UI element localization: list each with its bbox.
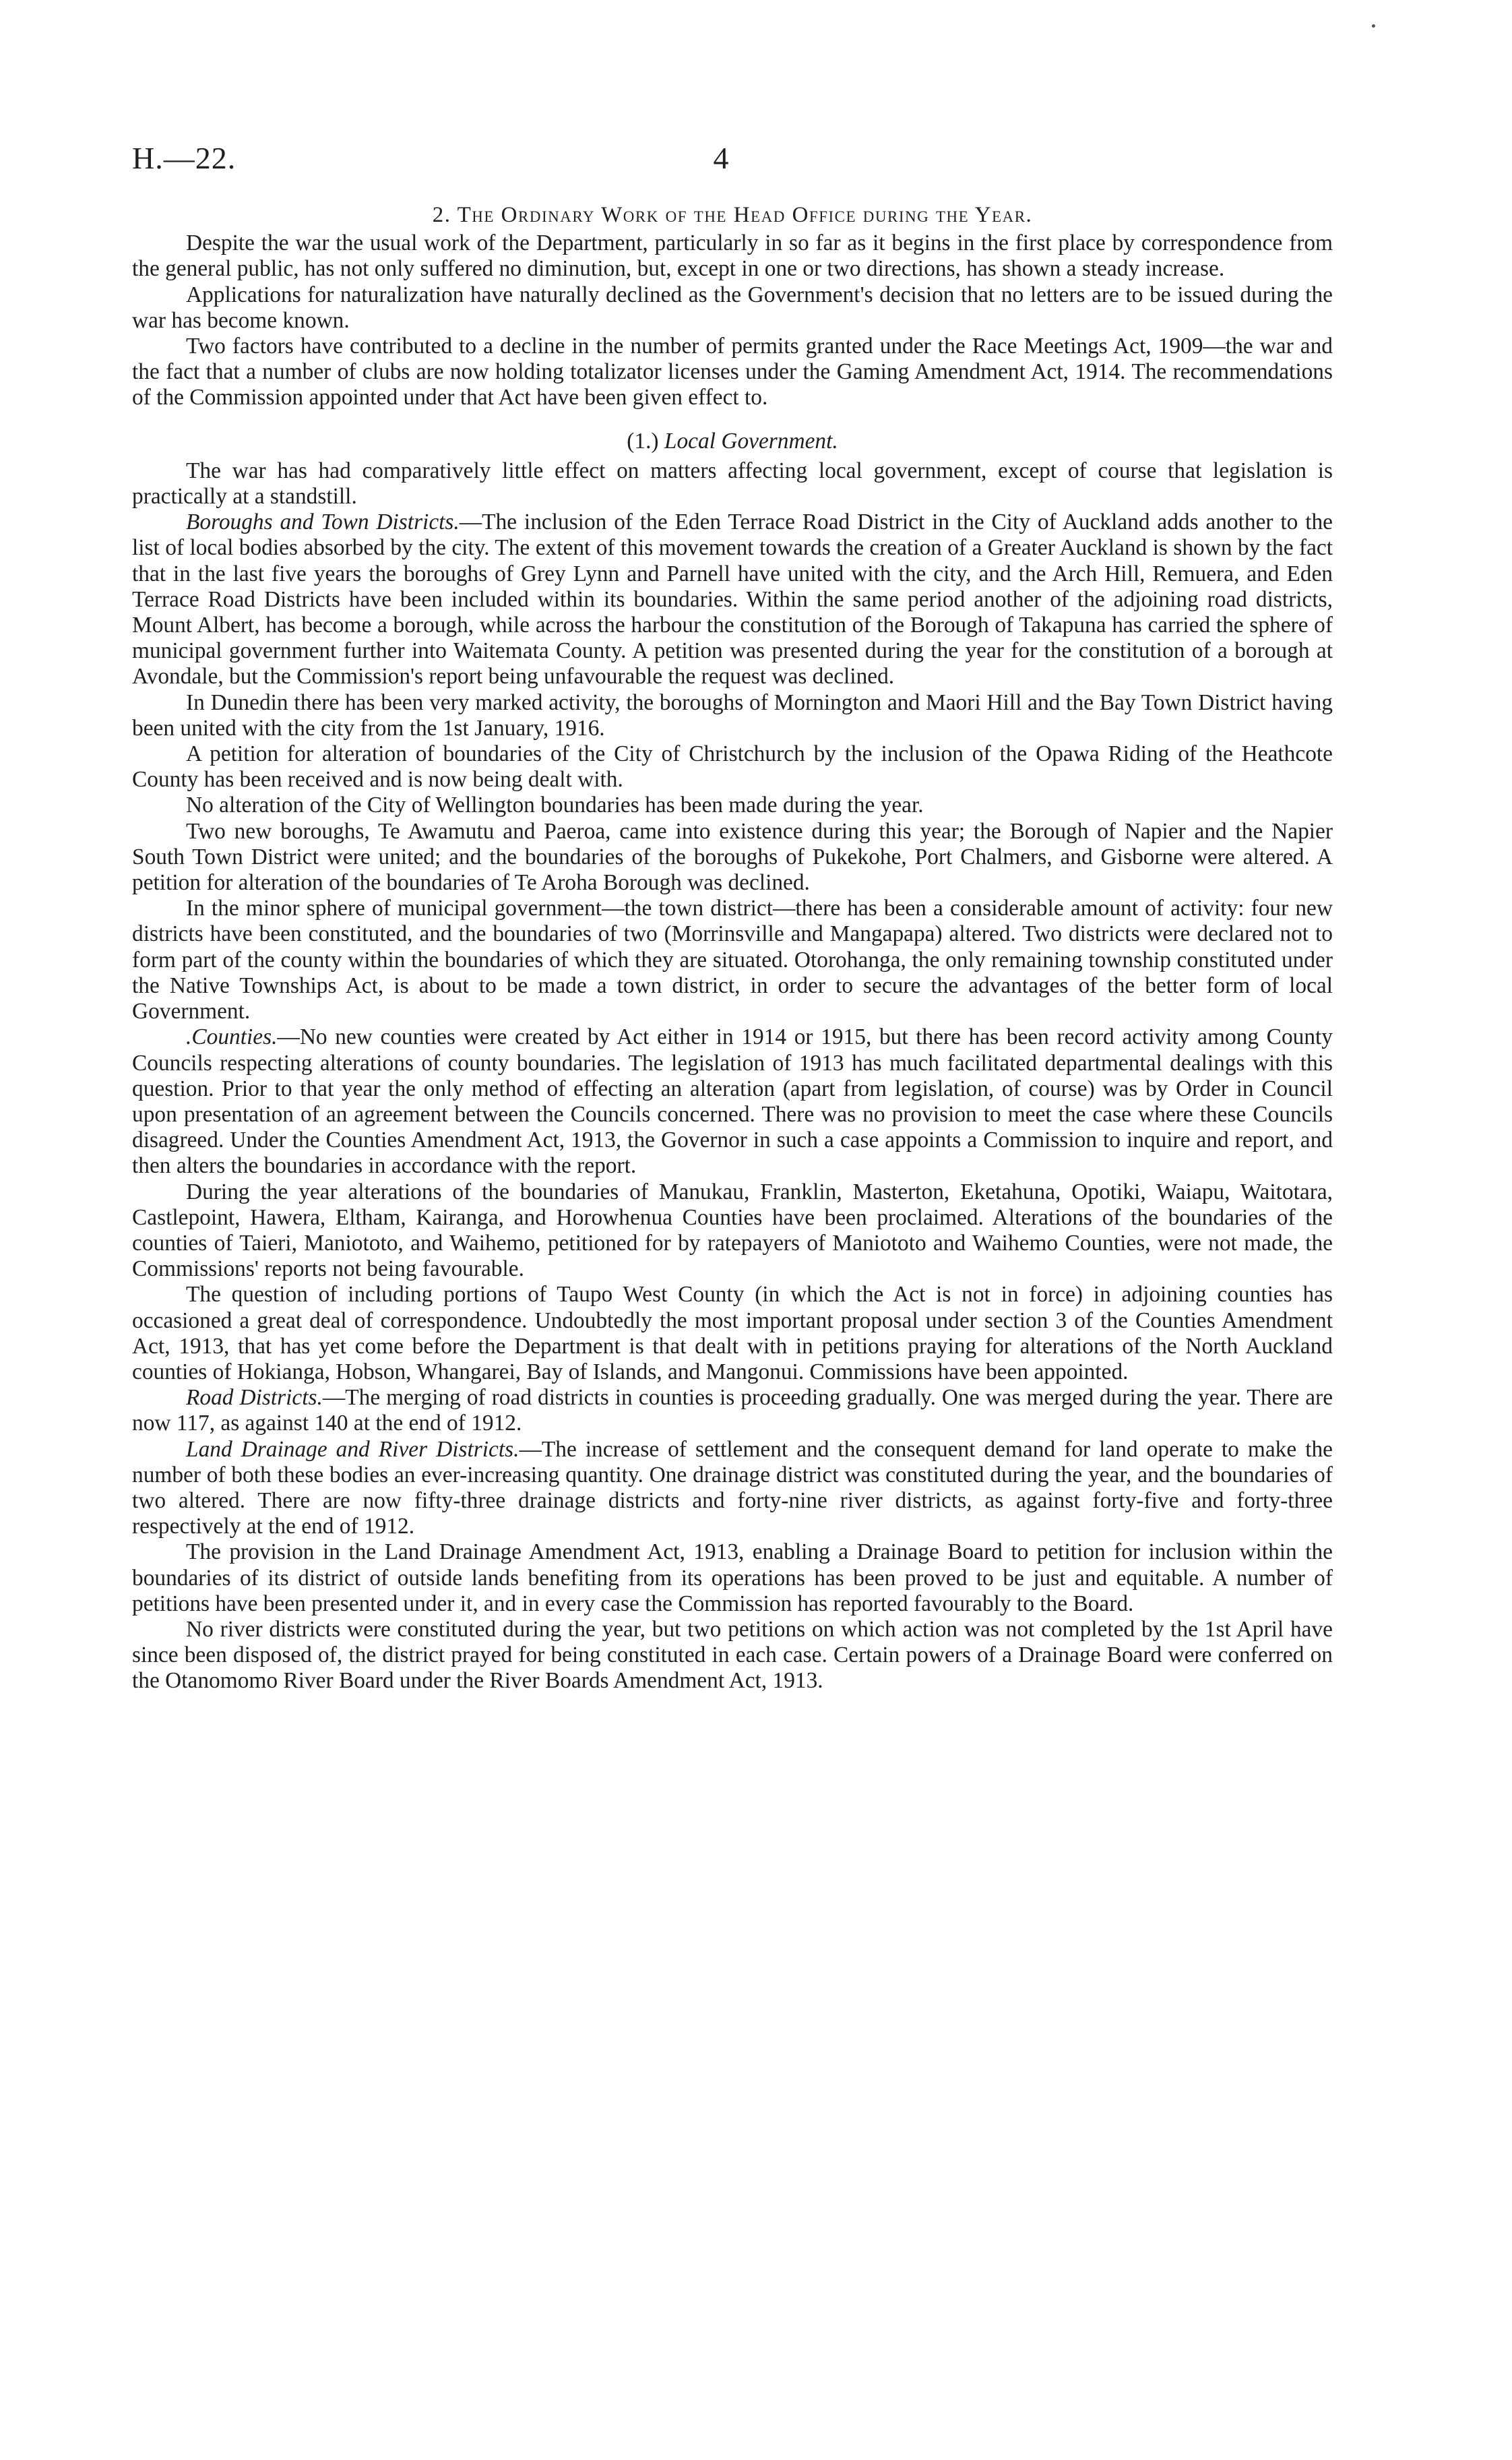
paragraph-counties — [132, 1024, 1333, 1179]
paragraph-naturalization: Applications for naturalization have naturally declined as the Government's decision that no letters are to be issued during the war has become known. — [132, 282, 1333, 333]
paragraph-town-districts: In the minor sphere of municipal government—the town district—there has been a considerable amount of activity: four new districts have been constituted, and the boundaries of two (Morrinsville and Mangapapa) altered. Two districts were declared not to form part of the county within the boundaries of which they are situated. Otorohanga, the only remaining township constituted under the Native Townships Act, is about to be made a town district, in order to secure the advantages of the better form of local Government. — [132, 896, 1333, 1024]
road-districts-text: —The merging of road districts in counties is proceeding gradually. One was merged during the year. There are now 117, as against 140 at the end of 1912. — [132, 1385, 1333, 1436]
paragraph-taupo: The question of including portions of Taupo West County (in which the Act is not in force) in adjoining counties has occasioned a great deal of correspondence. Undoubtedly the most important proposal under section 3 of the Counties Amendment Act, 1913, that has yet come before the Department is that dealt with in petitions praying for alterations of the North Auckland counties of Hokianga, Hobson, Whangarei, Bay of Islands, and Mangonui. Commissions have been appointed. — [132, 1282, 1333, 1384]
document-reference: H.—22. — [132, 141, 237, 175]
road-districts-lead: Road Districts. — [186, 1385, 323, 1411]
paragraph-boroughs — [132, 510, 1333, 689]
paragraph-land-drainage — [132, 1437, 1333, 1540]
paragraph-christchurch: A petition for alteration of boundaries of the City of Christchurch by the inclusion of the Opawa Riding of the Heathcote County has been received and is now being dealt with. — [132, 741, 1333, 793]
subsection-heading — [132, 429, 1333, 454]
section-heading: 2. The Ordinary Work of the Head Office during the Year. — [432, 203, 1033, 227]
page-number: 4 — [713, 141, 729, 175]
paragraph-war-effect: The war has had comparatively little effect on matters affecting local government, except of course that legislation is practically at a standstill. — [132, 458, 1333, 510]
paragraph-wellington: No alteration of the City of Wellington boundaries has been made during the year. — [186, 793, 924, 818]
land-drainage-text: —The increase of settlement and the consequent demand for land operate to make the number of both these bodies an ever-increasing quantity. One drainage district was constituted during the year, and the boundaries of two altered. There are now fifty-three drainage districts and forty-nine river districts, as against forty-five and forty-three respectively at the end of 1912. — [132, 1436, 1333, 1539]
scan-speck — [1372, 24, 1375, 28]
paragraph-road-districts — [132, 1385, 1333, 1436]
paragraph-county-alterations: During the year alterations of the boundaries of Manukau, Franklin, Masterton, Eketahuna, Opotiki, Waiapu, Waitotara, Castlepoint, Hawera, Eltham, Kairanga, and Horowhenua Counties have been proclaimed. Alterations of the boundaries of the counties of Taieri, Maniototo, and Waihemo, petitioned for by ratepayers of Maniototo and Waihemo Counties, were not made, the Commissions' reports not being favourable. — [132, 1179, 1333, 1282]
counties-text: —No new counties were created by Act either in 1914 or 1915, but there has been record activity among County Councils respecting alterations of county boundaries. The legislation of 1913 has much facilitated departmental dealings with this question. Prior to that year the only method of effecting an alteration (apart from legislation, of course) was by Order in Council upon presentation of an agreement between the Councils concerned. There was no provision to meet the case where these Councils disagreed. Under the Counties Amendment Act, 1913, the Governor in such a case appoints a Commission to inquire and report, and then alters the boundaries in accordance with the report. — [132, 1024, 1333, 1179]
paragraph-race-meetings: Two factors have contributed to a decline in the number of permits granted under the Race Meetings Act, 1909—the war and the fact that a number of clubs are now holding totalizator licenses under the Gaming Amendment Act, 1914. The recommendations of the Commission appointed under that Act have been given effect to. — [132, 334, 1333, 410]
boroughs-text: —The inclusion of the Eden Terrace Road District in the City of Auckland adds another to the list of local bodies absorbed by the city. The extent of this movement towards the creation of a Greater Auckland is shown by the fact that in the last five years the boroughs of Grey Lynn and Parnell have united with the city, and the Arch Hill, Remuera, and Eden Terrace Road Districts have been included within its boundaries. Within the same period another of the adjoining road districts, Mount Albert, has become a borough, while across the harbour the constitution of the Borough of Takapuna has carried the sphere of municipal government further into Waitemata County. A petition was presented during the year for the constitution of a borough at Avondale, but the Commission's report being unfavourable the request was declined. — [132, 510, 1333, 689]
boroughs-lead: Boroughs and Town Districts. — [186, 510, 460, 535]
paragraph-dunedin: In Dunedin there has been very marked activity, the boroughs of Mornington and Maori Hill and the Bay Town District having been united with the city from the 1st January, 1916. — [132, 689, 1333, 741]
paragraph-drainage-amendment: The provision in the Land Drainage Amendment Act, 1913, enabling a Drainage Board to petition for inclusion within the boundaries of its district of outside lands benefiting from its operations has been proved to be just and equitable. A number of petitions have been presented under it, and in every case the Commission has reported favourably to the Board. — [132, 1539, 1333, 1616]
counties-lead: .Counties. — [186, 1024, 278, 1050]
subsection-number: (1.) — [627, 428, 659, 454]
paragraph-river-districts: No river districts were constituted during the year, but two petitions on which action was not completed by the 1st April have since been disposed of, the district prayed for being constituted in each case. Certain powers of a Drainage Board were conferred on the Otanomomo River Board under the River Boards Amendment Act, 1913. — [132, 1616, 1333, 1694]
land-drainage-lead: Land Drainage and River Districts. — [186, 1436, 519, 1462]
paragraph-usual-work: Despite the war the usual work of the Department, particularly in so far as it begins in the first place by correspondence from the general public, has not only suffered no diminution, but, except in one or two directions, has shown a steady increase. — [132, 230, 1333, 282]
page-body — [132, 202, 1333, 1694]
paragraph-new-boroughs: Two new boroughs, Te Awamutu and Paeroa, came into existence during this year; the Borough of Napier and the Napier South Town District were united; and the boundaries of the boroughs of Pukekohe, Port Chalmers, and Gisborne were altered. A petition for alteration of the boundaries of Te Aroha Borough was declined. — [132, 818, 1333, 896]
subsection-title: Local Government. — [664, 428, 838, 454]
